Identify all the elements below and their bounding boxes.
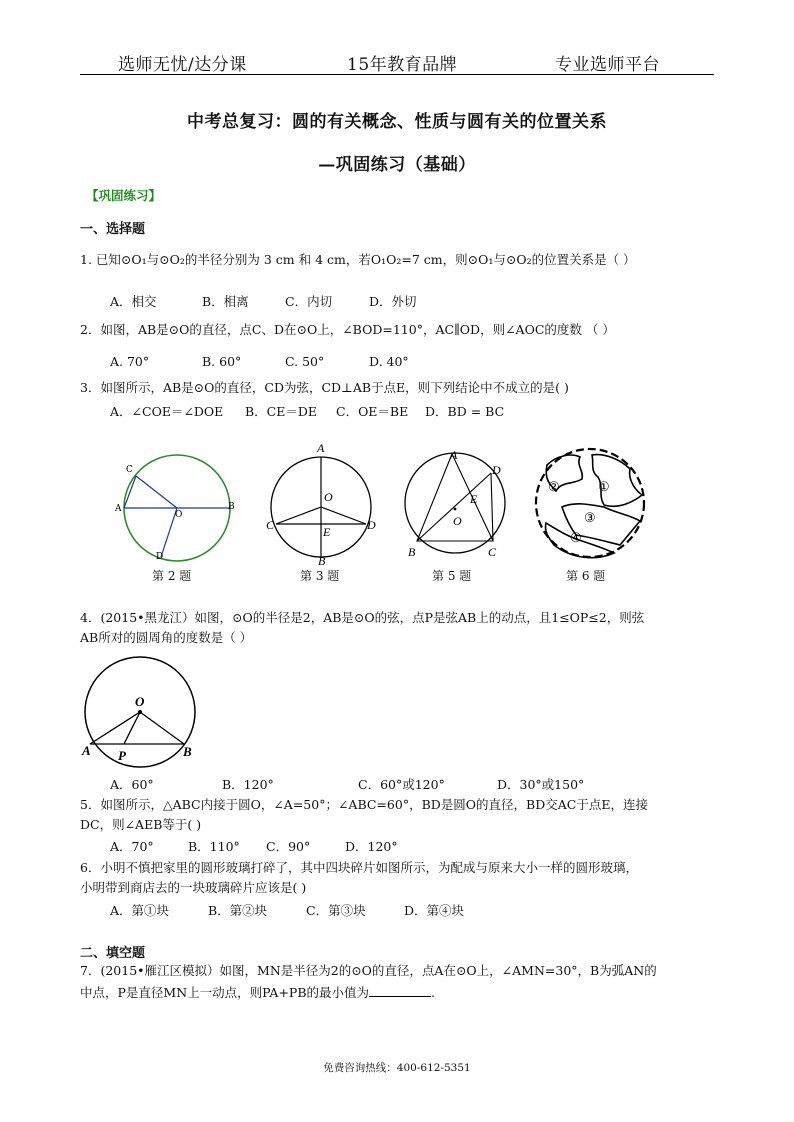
fig4-label-b: B	[183, 744, 192, 759]
q4-option-b: B．120°	[222, 777, 274, 792]
answer-blank[interactable]	[369, 984, 431, 997]
fig5-label-e: E	[470, 492, 478, 506]
section-tag: 【巩固练习】	[86, 188, 162, 203]
question-6-line2: 小明带到商店去的一块玻璃碎片应该是( )	[80, 880, 307, 895]
question-7-line2	[80, 983, 435, 1003]
question-7-text: 中点，P是直径MN上一动点，则PA+PB的最小值为	[80, 985, 370, 1000]
figure-q6	[532, 445, 652, 565]
q5-option-a: A．70°	[110, 839, 154, 854]
fig5-label-b: B	[408, 545, 416, 559]
figure-q2	[115, 455, 238, 565]
question-2: 2．如图，AB是⊙O的直径，点C、D在⊙O上，∠BOD=110°，AC∥OD，则∠AOC的度数 （ ）	[80, 322, 615, 337]
fig5-label-o: O	[453, 514, 462, 528]
fig3-label-e: E	[323, 525, 331, 539]
q6-option-d: D．第④块	[404, 903, 465, 918]
q3-option-d: D．BD = BC	[425, 404, 505, 419]
q5-option-b: B．110°	[188, 839, 240, 854]
question-7-line1: 7．(2015•雁江区模拟）如图，MN是半径为2的⊙O的直径，点A在⊙O上，∠AMN=30°，B为弧AN的	[80, 963, 657, 978]
q2-option-a: A. 70°	[110, 354, 150, 369]
page-subtitle: —巩固练习（基础）	[318, 155, 476, 175]
footer-hotline: 免费咨询热线：400-612-5351	[323, 1062, 471, 1074]
section-heading-choice: 一、选择题	[80, 222, 146, 237]
question-5-line2: DC，则∠AEB等于( )	[80, 817, 202, 832]
figure-q3	[266, 440, 380, 568]
figure-q4	[80, 660, 205, 770]
question-1: 1. 已知⊙O₁与⊙O₂的半径分别为 3 cm 和 4 cm，若O₁O₂=7 cm，则⊙O₁与⊙O₂的位置关系是（ ）	[80, 252, 636, 267]
fig5-label-c: C	[488, 545, 497, 559]
q2-option-d: D. 40°	[369, 354, 409, 369]
fig3-label-b: B	[318, 554, 326, 568]
fig2-label-o: O	[175, 510, 183, 520]
q4-option-a: A．60°	[110, 777, 154, 792]
fig6-piece-2: ②	[548, 480, 560, 495]
q2-option-c: C. 50°	[285, 354, 325, 369]
q3-option-c: C．OE＝BE	[336, 404, 409, 419]
header-left: 选师无忧/达分课	[118, 55, 247, 75]
q5-option-d: D．120°	[345, 839, 398, 854]
caption-fig2: 第 2 题	[152, 569, 192, 583]
fig6-piece-3: ③	[584, 511, 596, 526]
q6-option-a: A．第①块	[110, 903, 170, 918]
fig3-label-o: O	[324, 490, 333, 504]
q6-option-b: B．第②块	[208, 903, 268, 918]
q3-option-b: B．CE＝DE	[245, 404, 318, 419]
fig4-label-p: P	[118, 748, 126, 763]
q1-option-b: B．相离	[202, 294, 249, 309]
question-3: 3．如图所示，AB是⊙O的直径，CD为弦，CD⊥AB于点E，则下列结论中不成立的是( )	[80, 380, 569, 395]
fig2-label-b: B	[228, 502, 235, 512]
question-5-line1: 5．如图所示，△ABC内接于圆O，∠A=50°；∠ABC=60°，BD是圆O的直径，BD交AC于点E，连接	[80, 797, 648, 812]
fig5-label-a: A	[450, 448, 458, 462]
header-rule	[80, 74, 714, 75]
q2-option-b: B. 60°	[202, 354, 242, 369]
fig6-piece-4: ④	[570, 531, 582, 546]
q1-option-a: A．相交	[110, 294, 157, 309]
header-center: 15年教育品牌	[347, 55, 458, 75]
caption-fig6: 第 6 题	[566, 569, 606, 583]
page-title: 中考总复习：圆的有关概念、性质与圆有关的位置关系	[187, 112, 607, 132]
caption-fig5: 第 5 题	[432, 569, 472, 583]
fig2-label-d: D	[156, 552, 164, 562]
question-4-line2: AB所对的圆周角的度数是（ ）	[80, 630, 253, 645]
q3-option-a: A．∠COE＝∠DOE	[110, 404, 224, 419]
fig4-label-a: A	[82, 743, 91, 758]
question-4-line1: 4．(2015•黑龙江）如图，⊙O的半径是2，AB是⊙O的弦，点P是弦AB上的动点，且1≤OP≤2，则弦	[80, 610, 645, 625]
header-right: 专业选师平台	[555, 55, 660, 75]
fig2-label-a: A	[115, 504, 122, 514]
fig3-label-c: C	[266, 518, 275, 532]
fig6-piece-1: ①	[598, 480, 610, 495]
figure-q5	[402, 450, 514, 562]
fig3-label-a: A	[317, 441, 325, 455]
question-7-end: .	[431, 985, 435, 1000]
q1-option-c: C．内切	[285, 294, 333, 309]
fig3-label-d: D	[367, 518, 376, 532]
section-heading-fill: 二、填空题	[80, 946, 146, 961]
q5-option-c: C．90°	[266, 839, 311, 854]
q4-option-c: C．60°或120°	[358, 777, 445, 792]
q1-option-d: D．外切	[369, 294, 417, 309]
q4-option-d: D．30°或150°	[497, 777, 585, 792]
question-6-line1: 6．小明不慎把家里的圆形玻璃打碎了，其中四块碎片如图所示，为配成与原来大小一样的圆形玻璃，	[80, 860, 638, 875]
fig2-label-c: C	[126, 465, 133, 475]
caption-fig3: 第 3 题	[300, 569, 340, 583]
q6-option-c: C．第③块	[306, 903, 366, 918]
fig4-label-o: O	[135, 694, 145, 709]
fig5-label-d: D	[492, 463, 501, 477]
